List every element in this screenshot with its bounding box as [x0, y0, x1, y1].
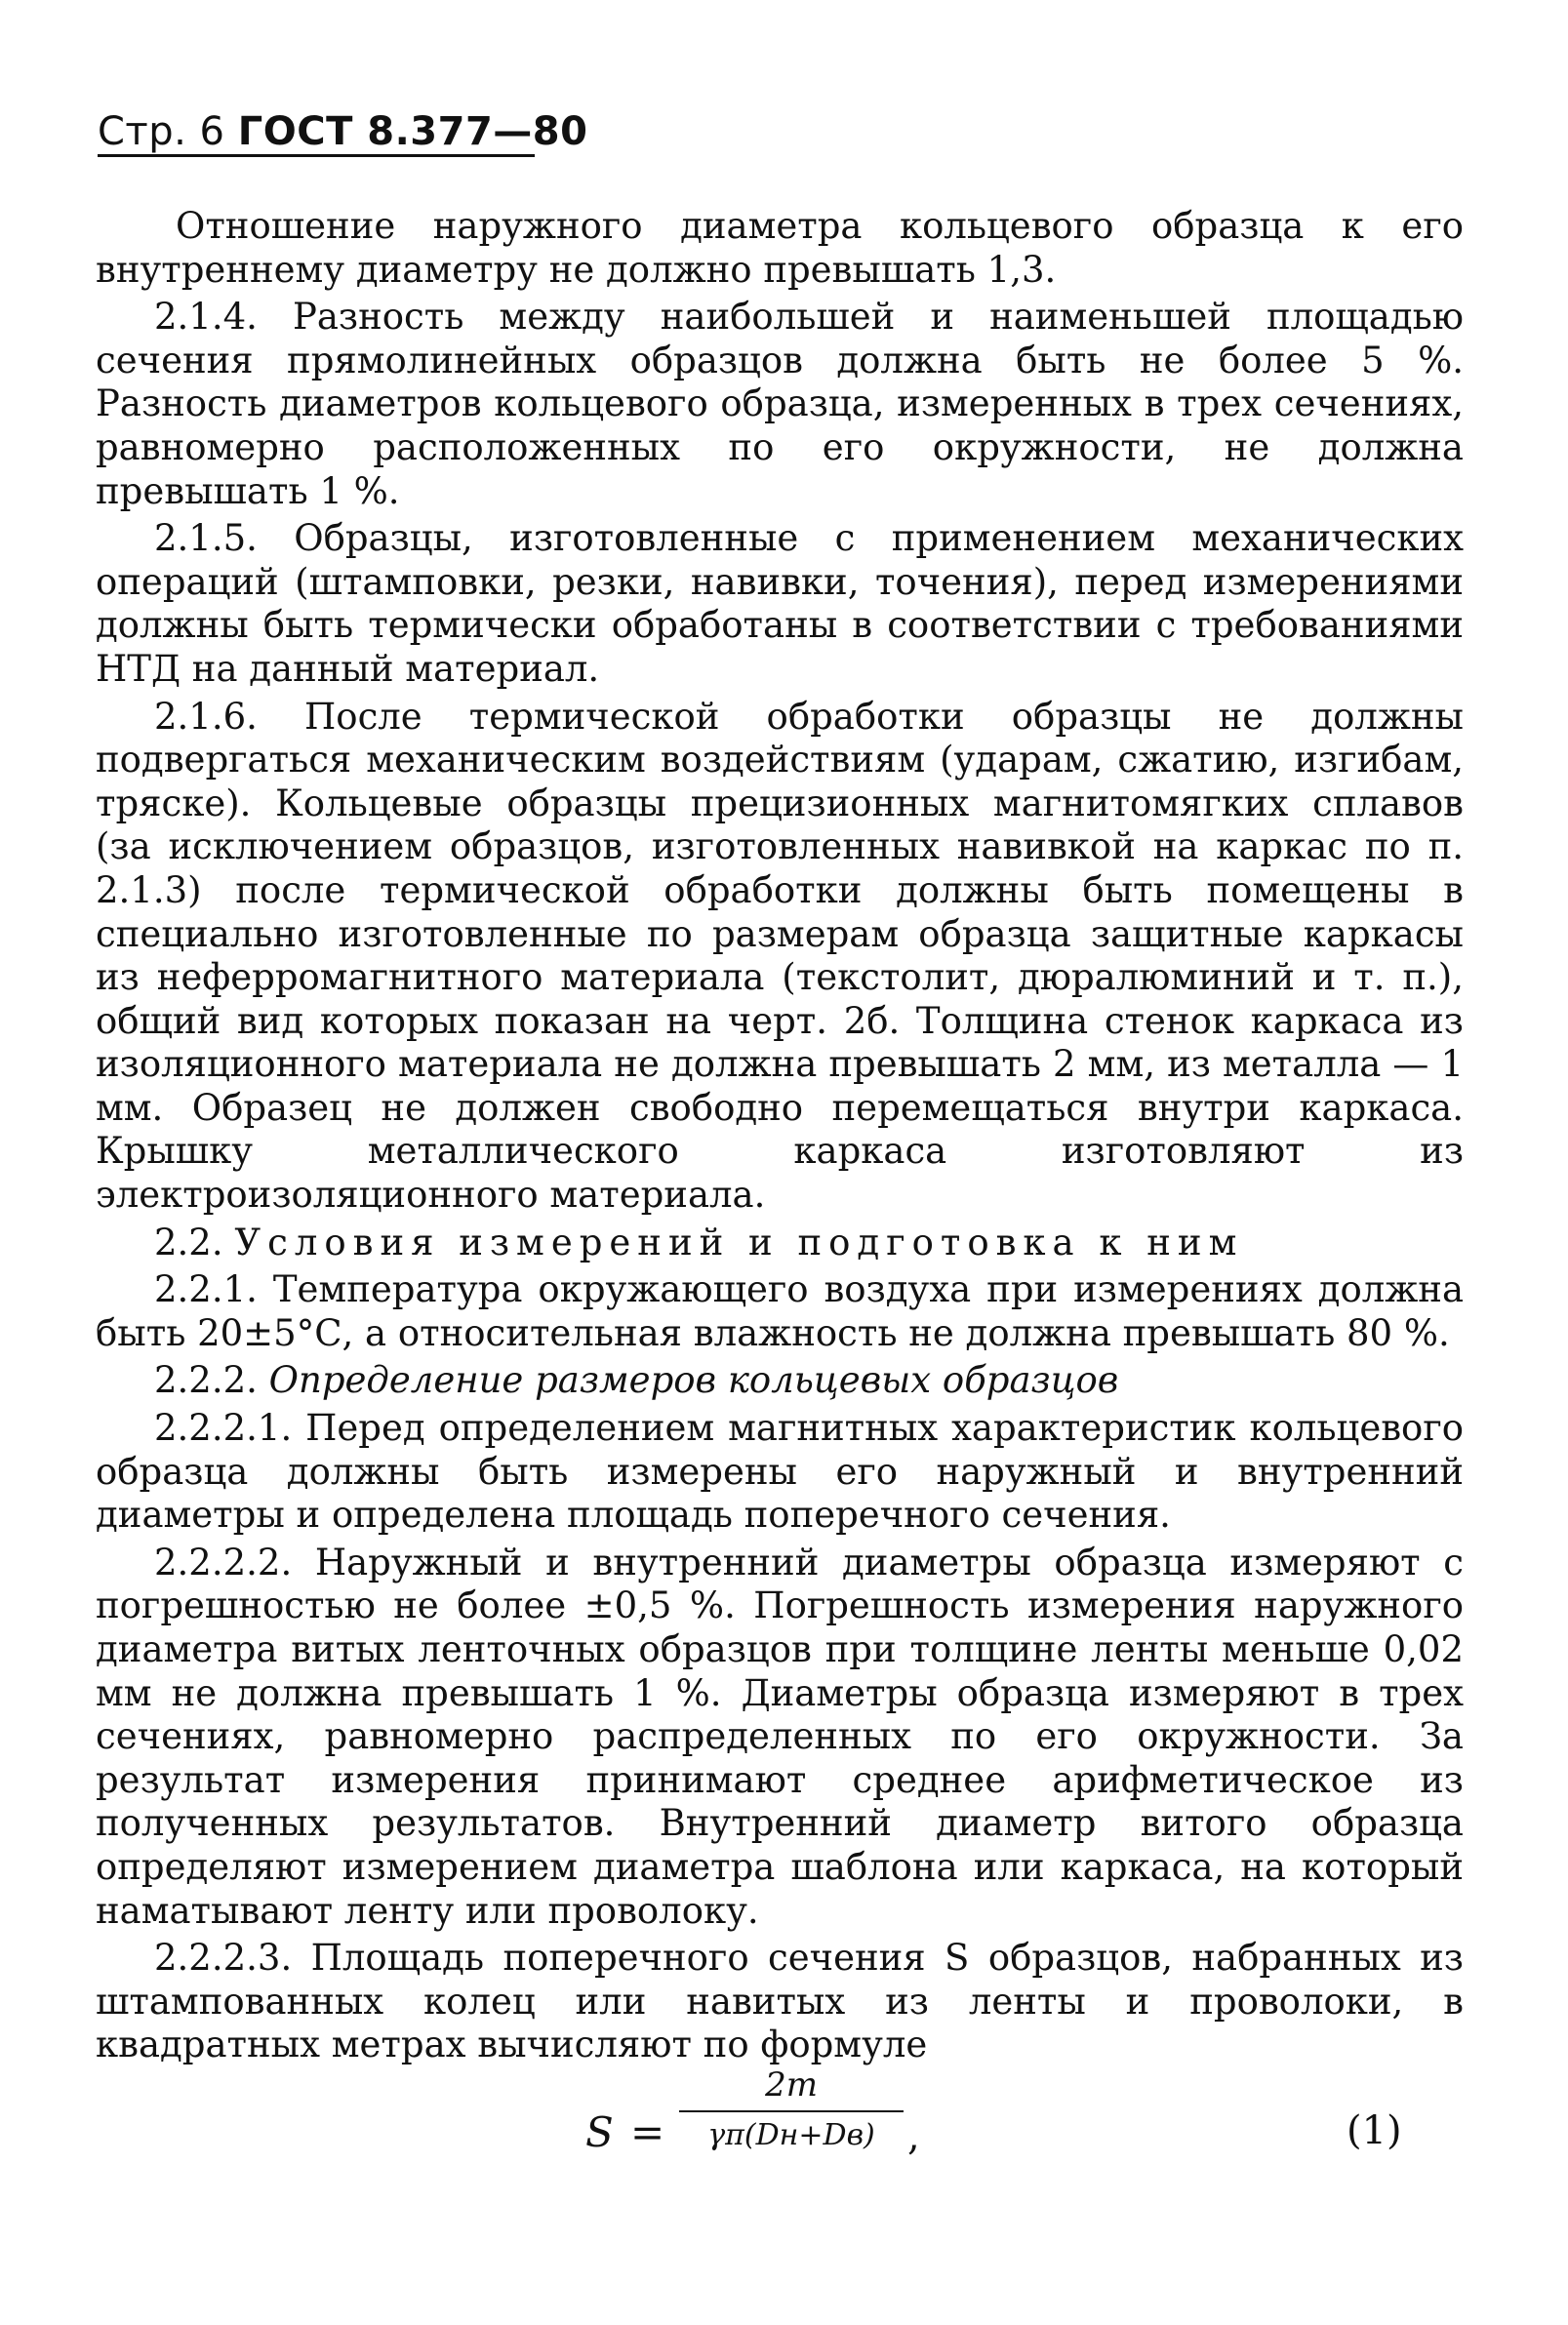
paragraph-2-1-5: 2.1.5. Образцы, изготовленные с применением механических операций (штамповки, резки, навивки, точения), перед измерениями должны быть термически обработаны в соответствии с требованиями НТД на данный материал.: [96, 517, 1464, 690]
page-label: Стр. 6: [98, 109, 225, 154]
subsection-title: Определение размеров кольцевых образцов: [268, 1359, 1119, 1402]
formula-numerator: 2m: [765, 2065, 818, 2105]
fraction-bar: [679, 2110, 904, 2112]
formula-number: (1): [1347, 2108, 1402, 2153]
formula-1: [585, 2064, 1464, 2200]
paragraph-2-2-2-1: 2.2.2.1. Перед определением магнитных характеристик кольцевого образца должны быть измерены его наружный и внутренний диаметры и определена площадь поперечного сечения.: [96, 1407, 1464, 1537]
paragraph-2-1-6: 2.1.6. После термической обработки образцы не должны подвергаться механическим воздействиям (ударам, сжатию, изгибам, тряске). Кольцевые образцы прецизионных магнитомягких сплавов (за исключением образцов, изготовленных навивкой на каркас по п. 2.1.3) после термической обработки должны быть помещены в специально изготовленные по размерам образца защитные каркасы из неферромагнитного материала (текстолит, дюралюминий и т. п.), общий вид которых показан на черт. 2б. Толщина стенок каркаса из изоляционного материала не должна превышать 2 мм, из металла — 1 мм. Образец не должен свободно перемещаться внутри каркаса. Крышку металлического каркаса изготовляют из электроизоляционного материала.: [96, 695, 1464, 1217]
paragraph-2-2-2-2: 2.2.2.2. Наружный и внутренний диаметры образца измеряют с погрешностью не более ±0,5 %. Погрешность измерения наружного диаметра витых ленточных образцов при толщине ленты меньше 0,02 мм не должна превышать 1 %. Диаметры образца измеряют в трех сечениях, равномерно распределенных по его окружности. За результат измерения принимают среднее арифметическое из полученных результатов. Внутренний диаметр витого образца определяют измерением диаметра шаблона или каркаса, на который наматывают ленту или проволоку.: [96, 1541, 1464, 1932]
section-number: 2.2.: [154, 1221, 223, 1263]
standard-number: ГОСТ 8.377—80: [237, 109, 588, 154]
paragraph-2-1-4: 2.1.4. Разность между наибольшей и наименьшей площадью сечения прямолинейных образцов должна быть не более 5 %. Разность диаметров кольцевого образца, измеренных в трех сечениях, равномерно расположенных по его окружности, не должна превышать 1 %.: [96, 296, 1464, 512]
section-title: Условия измерений и подготовка к ним: [234, 1221, 1244, 1263]
paragraph-intro: Отношение наружного диаметра кольцевого образца к его внутреннему диаметру не должно превышать 1,3.: [96, 205, 1464, 291]
paragraph-2-2-2-3: 2.2.2.3. Площадь поперечного сечения S образцов, набранных из штампованных колец или навитых из ленты и проволоки, в квадратных метрах вычисляют по формуле: [96, 1937, 1464, 2066]
running-header: [98, 109, 587, 154]
formula-lhs: S: [585, 2108, 614, 2156]
formula-denominator: γπ(Dн+Dв): [707, 2118, 875, 2152]
body-text: [96, 205, 1464, 2071]
header-rule: [98, 154, 535, 157]
formula-comma: ,: [907, 2114, 920, 2159]
subsection-number: 2.2.2.: [154, 1359, 258, 1402]
paragraph-2-2-1: 2.2.1. Температура окружающего воздуха при измерениях должна быть 20±5°С, а относительная влажность не должна превышать 80 %.: [96, 1268, 1464, 1354]
section-heading-2-2-2: [96, 1359, 1464, 1403]
formula-fraction: [679, 2064, 904, 2155]
formula-equals: =: [630, 2108, 665, 2156]
section-heading-2-2: [96, 1222, 1464, 1265]
